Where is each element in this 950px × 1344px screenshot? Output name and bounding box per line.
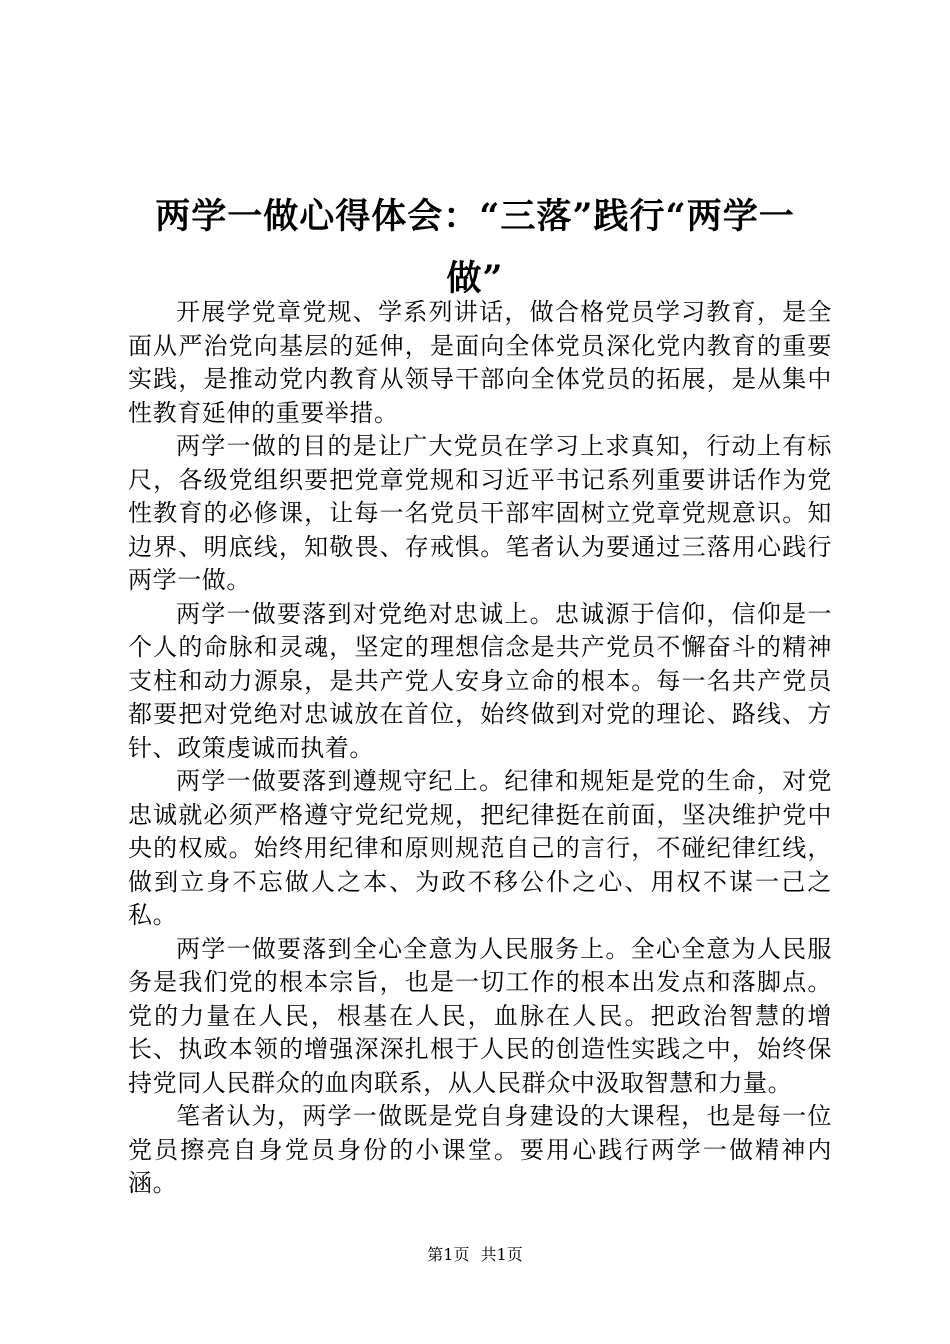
paragraph: 两学一做的目的是让广大党员在学习上求真知，行动上有标尺，各级党组织要把党章党规和习近平书记系列重要讲话作为党性教育的必修课，让每一名党员干部牢固树立党章党规意识。知边界、明底线，知敬畏、存戒惧。笔者认为要通过三落用心践行两学一做。	[128, 432, 832, 594]
paragraph: 笔者认为，两学一做既是党自身建设的大课程，也是每一位党员擦亮自身党员身份的小课堂。要用心践行两学一做精神内涵。	[128, 1102, 832, 1197]
page-number-total: 共1页	[480, 1245, 523, 1264]
document-title: 两学一做心得体会：“三落”践行“两学一做”	[155, 196, 795, 299]
paragraph: 两学一做要落到遵规守纪上。纪律和规矩是党的生命，对党忠诚就必须严格遵守党纪党规，把纪律挺在前面，坚决维护党中央的权威。始终用纪律和原则规范自己的言行，不碰纪律红线，做到立身不忘做人之本、为政不移公仆之心、用权不谋一己之私。	[128, 767, 832, 929]
page-footer	[0, 1242, 950, 1265]
paragraph: 两学一做要落到全心全意为人民服务上。全心全意为人民服务是我们党的根本宗旨，也是一切工作的根本出发点和落脚点。党的力量在人民，根基在人民，血脉在人民。把政治智慧的增长、执政本领的增强深深扎根于人民的创造性实践之中，始终保持党同人民群众的血肉联系，从人民群众中汲取智慧和力量。	[128, 934, 832, 1097]
paragraph: 开展学党章党规、学系列讲话，做合格党员学习教育，是全面从严治党向基层的延伸，是面向全体党员深化党内教育的重要实践，是推动党内教育从领导干部向全体党员的拓展，是从集中性教育延伸的重要举措。	[128, 298, 832, 427]
page-number-current: 第1页	[427, 1245, 470, 1264]
document-body	[128, 296, 832, 1201]
paragraph: 两学一做要落到对党绝对忠诚上。忠诚源于信仰，信仰是一个人的命脉和灵魂，坚定的理想信念是共产党员不懈奋斗的精神支柱和动力源泉，是共产党人安身立命的根本。每一名共产党员都要把对党绝对忠诚放在首位，始终做到对党的理论、路线、方针、政策虔诚而执着。	[128, 599, 832, 762]
